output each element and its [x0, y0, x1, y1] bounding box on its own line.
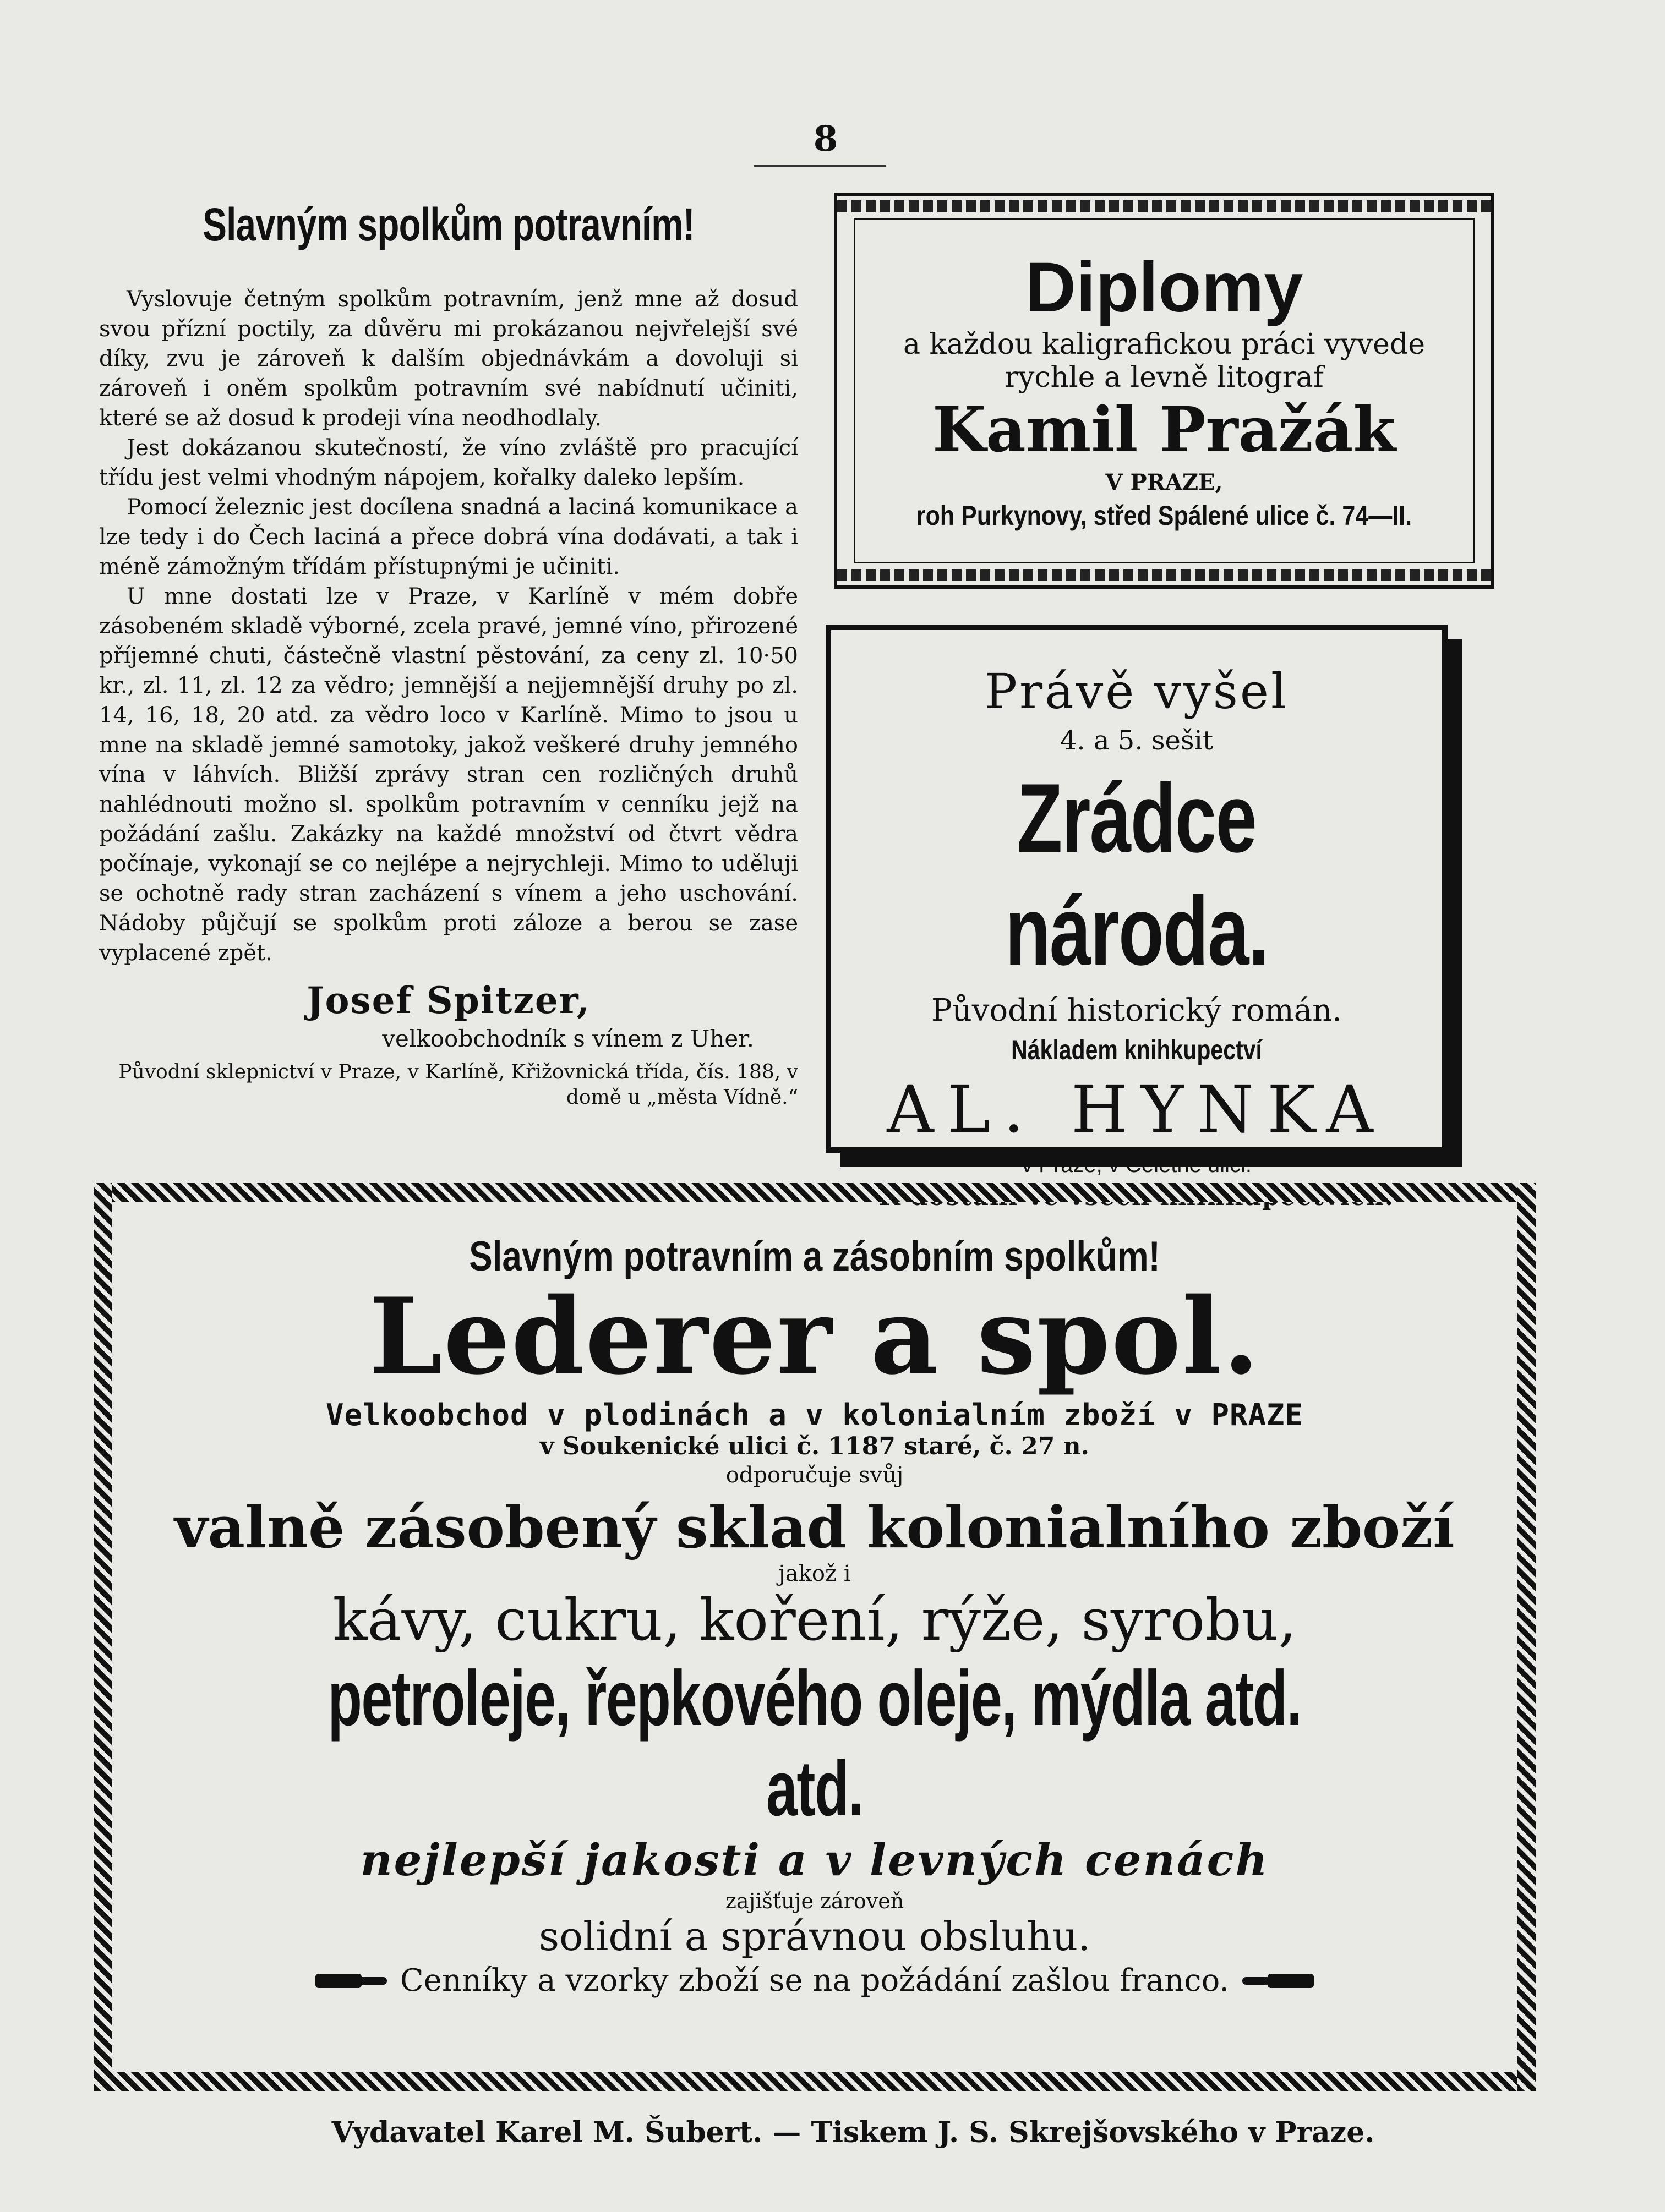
zradce-title: Zrádce národa.	[1005, 763, 1268, 985]
diplomy-ad	[834, 193, 1494, 589]
spitzer-address: Původní sklepnictví v Praze, v Karlíně, Křižovnická třída, čís. 188, v domě u „města Vídně.“	[118, 1061, 798, 1109]
diplomy-line2: a každou kaligrafickou práci vyvede	[903, 328, 1425, 361]
spitzer-signature: Josef Spitzer,	[307, 979, 591, 1022]
ornament-band-top	[837, 200, 1491, 212]
diplomy-heading: Diplomy	[1025, 248, 1303, 327]
lederer-line5: odporučuje svůj	[725, 1463, 904, 1488]
spitzer-paragraph: Vyslovuje četným spolkům potravním, jenž mne až dosud svou přízní poctily, za důvěru mi prokázanou nejvřelejší své díky, zvu je zároveň k dalším objednávkám a dovoluji si zároveň i oněm spolkům potravním své nabídnutí učiniti, které se až dosud k prodeji vína neodhodlaly.	[99, 287, 798, 431]
spitzer-body	[99, 284, 798, 968]
ornament-band-bottom	[837, 569, 1491, 581]
zradce-publisher-intro: Nákladem knihkupectví	[1011, 1034, 1262, 1065]
spitzer-paragraph: Jest dokázanou skutečností, že víno zvláště pro pracující třídu jest velmi vhodným nápojem, kořalky daleko lepším.	[99, 435, 798, 490]
lederer-ad	[94, 1183, 1536, 2091]
rope-border-left	[94, 1183, 112, 2091]
lederer-line10: nejlepší jakosti a v levných cenách	[360, 1834, 1269, 1886]
rope-border-right	[1517, 1183, 1536, 2091]
zradce-line1: Právě vyšel	[984, 663, 1289, 720]
lederer-line13: Cenníky a vzorky zboží se na požádání zašlou franco.	[400, 1963, 1230, 1999]
zradce-place: v Praze, v Celetné ulici.	[1022, 1153, 1252, 1177]
lederer-line9: petroleje, řepkového oleje, mýdla atd. atd.	[327, 1655, 1302, 1832]
lederer-pointer-row	[132, 1963, 1497, 1999]
pointing-hand-right-icon	[315, 1968, 387, 1994]
lederer-name: Lederer a spol.	[369, 1275, 1260, 1398]
diplomy-city: V PRAZE,	[1105, 469, 1223, 495]
zradce-ad	[826, 625, 1448, 1177]
lederer-line8: kávy, cukru, koření, rýže, syrobu,	[332, 1586, 1297, 1653]
pointing-hand-left-icon	[1242, 1968, 1314, 1994]
spitzer-paragraph: U mne dostati lze v Praze, v Karlíně v mém dobře zásobeném skladě výborné, zcela pravé, jemné víno, přirozené příjemné chuti, částečně vlastní pěstování, za ceny zl. 10·50 kr., zl. 11, zl. 12 za vědro; jemnější a nejjemnější druhy po zl. 14, 16, 18, 20 atd. za vědro loco v Karlíně. Mimo to jsou u mne na skladě jemné samotoky, jakož veškeré druhy jemného vína v láhvích. Bližší zprávy stran cen rozličných druhů nahlédnouti možno sl. spolkům potravním v cenníku jejž na požádání zašlu. Zakázky na každé množství od čtvrt vědra počínaje, vykonají se co nejlépe a nejrychleji. Mimo to uděluji se ochotně rady stran zacházení s vínem a jeho uschování. Nádoby půjčují se spolkům proti záloze a berou se zase vyplacené zpět.	[99, 584, 798, 966]
lederer-line6: valně zásobený sklad kolonialního zboží	[174, 1493, 1455, 1561]
rope-border-top	[94, 1183, 1536, 1202]
spitzer-role: velkoobchodník s vínem z Uher.	[382, 1025, 754, 1052]
diplomy-address: roh Purkynovy, střed Spálené ulice č. 74—II.	[916, 500, 1412, 531]
page-number: 8	[813, 118, 838, 160]
zradce-line2: 4. a 5. sešit	[1060, 725, 1214, 756]
zradce-publisher: AL. HYNKA	[887, 1071, 1386, 1147]
lederer-line4: v Soukenické ulici č. 1187 staré, č. 27 n.	[540, 1432, 1089, 1460]
spitzer-title: Slavným spolkům potravním!	[203, 199, 695, 250]
diplomy-name: Kamil Pražák	[932, 394, 1396, 466]
publisher-footer: Vydavatel Karel M. Šubert. — Tiskem J. S. Skrejšovského v Praze.	[331, 2116, 1375, 2149]
rope-border-bottom	[94, 2072, 1536, 2091]
spitzer-paragraph: Pomocí železnic jest docílena snadná a laciná komunikace a lze tedy i do Čech laciná a přece dobrá vína dodávati, a tak i méně zámožným třídám přístupnými je učiniti.	[99, 495, 798, 579]
lederer-line7: jakož i	[778, 1561, 851, 1586]
zradce-subtitle: Původní historický román.	[931, 993, 1342, 1028]
lederer-line12: solidní a správnou obsluhu.	[539, 1913, 1090, 1959]
lederer-content	[132, 1222, 1497, 2052]
lederer-line11: zajišťuje zároveň	[725, 1889, 904, 1913]
spitzer-ad	[99, 193, 798, 1178]
diplomy-frame	[854, 218, 1475, 563]
lederer-line1: Slavným potravním a zásobním spolkům!	[469, 1233, 1160, 1280]
lederer-line3: Velkoobchod v plodinách a v kolonialním zboží v PRAZE	[325, 1398, 1304, 1432]
diplomy-line3: rychle a levně litograf	[1005, 361, 1324, 394]
page-number-rule	[754, 165, 886, 167]
